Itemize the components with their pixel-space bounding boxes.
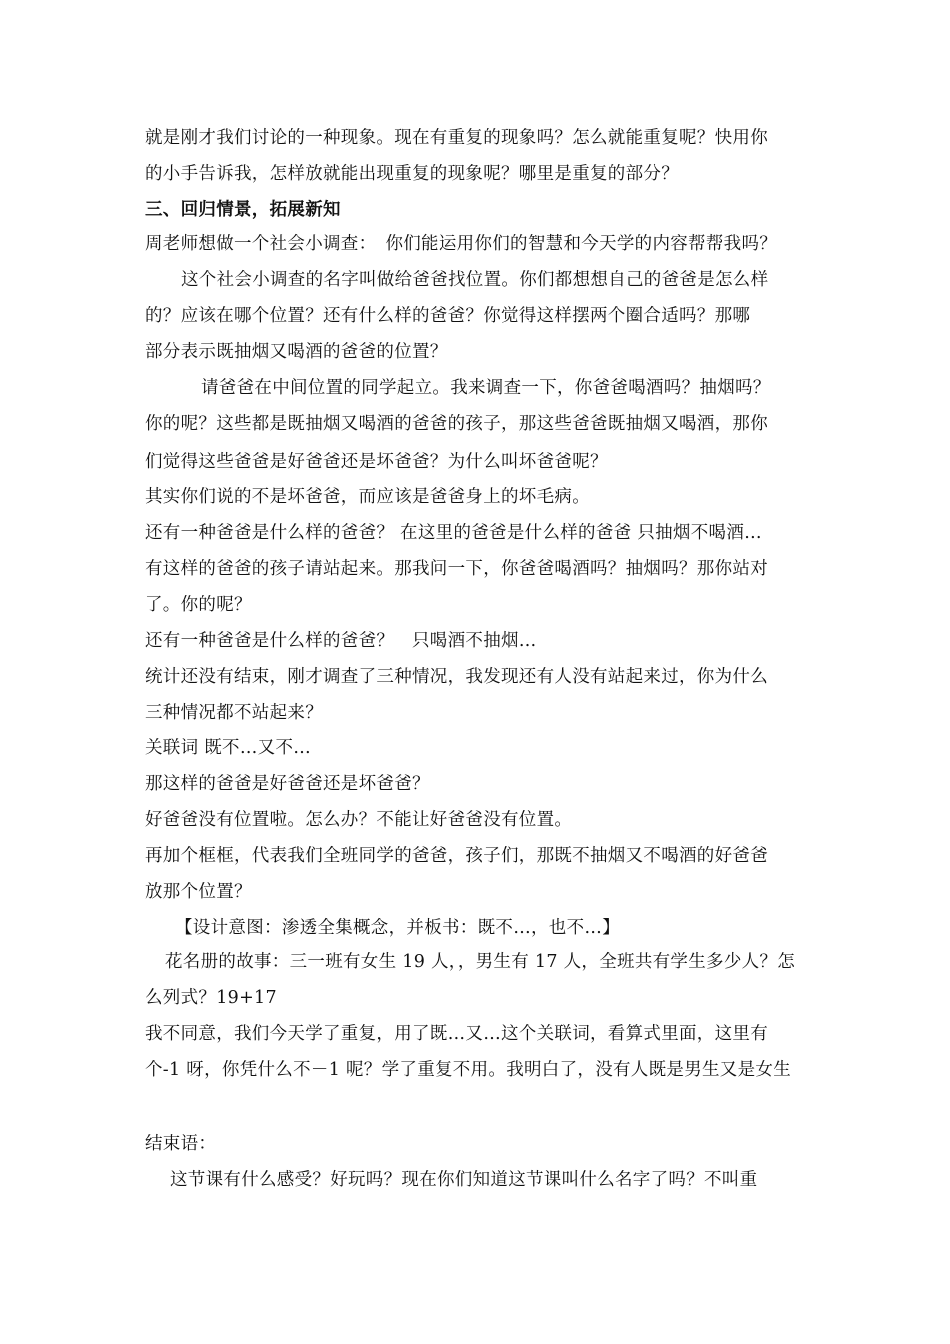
text-line: 周老师想做一个社会小调查： 你们能运用你们的智慧和今天学的内容帮帮我吗？ bbox=[145, 234, 778, 254]
text-line: 其实你们说的不是坏爸爸，而应该是爸爸身上的坏毛病。 bbox=[145, 487, 590, 507]
text-line: 好爸爸没有位置啦。怎么办？不能让好爸爸没有位置。 bbox=[145, 810, 573, 830]
text-line: 请爸爸在中间位置的同学起立。我来调查一下，你爸爸喝酒吗？抽烟吗？ bbox=[201, 378, 771, 398]
text-line: 么列式？19+17 bbox=[145, 988, 277, 1008]
text-line: 还有一种爸爸是什么样的爸爸？ 在这里的爸爸是什么样的爸爸 只抽烟不喝酒… bbox=[145, 523, 762, 543]
text-line: 三种情况都不站起来？ bbox=[145, 703, 323, 723]
text-line: 的小手告诉我，怎样放就能出现重复的现象呢？哪里是重复的部分？ bbox=[145, 164, 679, 184]
text-line: 花名册的故事：三一班有女生 19 人，，男生有 17 人，全班共有学生多少人？怎 bbox=[165, 952, 796, 972]
text-line: 那这样的爸爸是好爸爸还是坏爸爸？ bbox=[145, 774, 430, 794]
text-line: 统计还没有结束，刚才调查了三种情况，我发现还有人没有站起来过，你为什么 bbox=[145, 667, 768, 687]
text-line: 放那个位置？ bbox=[145, 882, 252, 902]
text-line: 还有一种爸爸是什么样的爸爸？ 只喝酒不抽烟… bbox=[145, 631, 537, 651]
text-line: 部分表示既抽烟又喝酒的爸爸的位置？ bbox=[145, 342, 448, 362]
text-line: 你的呢？这些都是既抽烟又喝酒的爸爸的孩子，那这些爸爸既抽烟又喝酒，那你 bbox=[145, 414, 768, 434]
section-heading: 三、回归情景，拓展新知 bbox=[145, 200, 341, 220]
text-line: 再加个框框，代表我们全班同学的爸爸，孩子们，那既不抽烟又不喝酒的好爸爸 bbox=[145, 846, 768, 866]
text-line: 关联词 既不…又不… bbox=[145, 738, 312, 758]
design-intent-note: 【设计意图：渗透全集概念，并板书：既不…，也不…】 bbox=[175, 918, 620, 938]
text-line: 这节课有什么感受？好玩吗？现在你们知道这节课叫什么名字了吗？不叫重 bbox=[170, 1170, 758, 1190]
text-line: 了。你的呢？ bbox=[145, 595, 252, 615]
text-line: 有这样的爸爸的孩子请站起来。那我问一下，你爸爸喝酒吗？抽烟吗？那你站对 bbox=[145, 559, 768, 579]
text-line: 的？应该在哪个位置？还有什么样的爸爸？你觉得这样摆两个圈合适吗？那哪 bbox=[145, 306, 751, 326]
text-line: 这个社会小调查的名字叫做给爸爸找位置。你们都想想自己的爸爸是怎么样 bbox=[181, 270, 769, 290]
text-line: 结束语： bbox=[145, 1134, 217, 1154]
text-line: 就是刚才我们讨论的一种现象。现在有重复的现象吗？怎么就能重复呢？快用你 bbox=[145, 128, 768, 148]
text-line: 个-1 呀，你凭什么不－1 呢？学了重复不用。我明白了，没有人既是男生又是女生 bbox=[145, 1060, 792, 1080]
text-line: 们觉得这些爸爸是好爸爸还是坏爸爸？为什么叫坏爸爸呢？ bbox=[145, 452, 608, 472]
text-line: 我不同意，我们今天学了重复，用了既…又…这个关联词，看算式里面，这里有 bbox=[145, 1024, 768, 1044]
